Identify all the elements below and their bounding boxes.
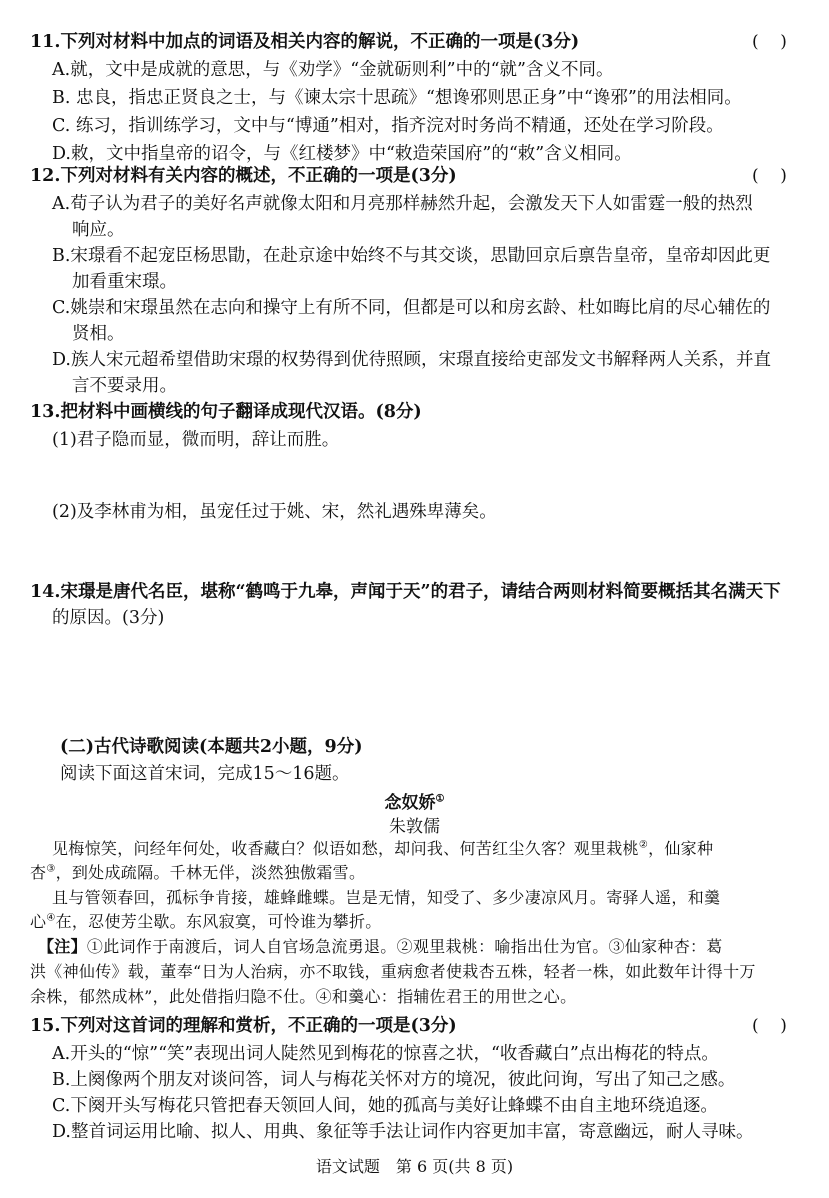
section-heading: (二)古代诗歌阅读(本题共2小题，9分)	[60, 737, 363, 757]
q12-stem: 12.下列对材料有关内容的概述，不正确的一项是(3分)	[30, 166, 457, 186]
q15-option-a: A.开头的“惊”“笑”表现出词人陡然见到梅花的惊喜之状，“收香藏白”点出梅花的特点。	[52, 1044, 719, 1064]
q11-option-a: A.就，文中是成就的意思，与《劝学》“金就砺则利”中的“就”含义不同。	[52, 60, 614, 80]
q14-stem-line2: 的原因。(3分)	[52, 608, 165, 628]
q12-answer-bracket[interactable]: ( )	[752, 166, 787, 186]
q11-answer-bracket[interactable]: ( )	[752, 32, 787, 52]
poem-line-2: 杏③，到处成疏隔。千林无伴，淡然独傲霜雪。	[30, 863, 366, 882]
poem-author: 朱敦儒	[389, 817, 440, 837]
page-footer: 语文试题 第 6 页(共 8 页)	[315, 1157, 514, 1176]
q11-option-d: D.敕，文中指皇帝的诏令，与《红楼梦》中“敕造荣国府”的“敕”含义相同。	[52, 144, 632, 164]
section-instruction: 阅读下面这首宋词，完成15～16题。	[60, 764, 350, 784]
annotation-line-1: 【注】①此词作于南渡后，词人自官场急流勇退。②观里栽桃：喻指出仕为官。③仙家种杏：葛	[38, 937, 723, 956]
q15-option-c: C.下阕开头写梅花只管把春天领回人间，她的孤高与美好让蜂蝶不由自主地环绕追逐。	[52, 1096, 718, 1116]
annotation-line-2: 洪《神仙传》载，董奉“日为人治病，亦不取钱，重病愈者使栽杏五株，轻者一株，如此数年计得十万	[30, 962, 756, 981]
q11-option-c: C. 练习，指训练学习，文中与“博通”相对，指齐浣对时务尚不精通，还处在学习阶段。	[52, 116, 724, 136]
q11-stem: 11.下列对材料中加点的词语及相关内容的解说，不正确的一项是(3分)	[30, 32, 580, 52]
q13-sentence-2: (2)及李林甫为相，虽宠任过于姚、宋，然礼遇殊卑薄矣。	[52, 502, 497, 522]
q12-option-c-line1: C.姚崇和宋璟虽然在志向和操守上有所不同，但都是可以和房玄龄、杜如晦比肩的尽心辅佐的	[52, 298, 771, 318]
q12-option-a-line2: 响应。	[72, 220, 125, 240]
q12-option-c-line2: 贤相。	[72, 324, 125, 344]
q15-option-d: D.整首词运用比喻、拟人、用典、象征等手法让词作内容更加丰富，寄意幽远，耐人寻味。	[52, 1122, 754, 1142]
q11-option-b: B. 忠良，指忠正贤良之士，与《谏太宗十思疏》“想谗邪则思正身”中“谗邪”的用法相同。	[52, 88, 742, 108]
poem-line-4: 心④在，忍使芳尘歇。东风寂寞，可怜谁为攀折。	[30, 912, 382, 931]
q12-option-a-line1: A.荀子认为君子的美好名声就像太阳和月亮那样赫然升起，会激发天下人如雷霆一般的热烈	[52, 194, 753, 214]
q15-answer-bracket[interactable]: ( )	[752, 1016, 787, 1036]
poem-title: 念奴娇①	[384, 793, 445, 813]
q12-option-d-line2: 言不要录用。	[72, 376, 177, 396]
q12-option-b-line1: B.宋璟看不起宠臣杨思勖，在赴京途中始终不与其交谈，思勖回京后禀告皇帝，皇帝却因此更	[52, 246, 771, 266]
q12-option-b-line2: 加看重宋璟。	[72, 272, 177, 292]
poem-line-1: 见梅惊笑，问经年何处，收香藏白？似语如愁，却问我、何苦红尘久客？观里栽桃②，仙家种	[52, 839, 714, 858]
q15-stem: 15.下列对这首词的理解和赏析，不正确的一项是(3分)	[30, 1016, 457, 1036]
q13-stem: 13.把材料中画横线的句子翻译成现代汉语。(8分)	[30, 402, 422, 422]
annotation-line-3: 余株，郁然成林”，此处借指归隐不仕。④和羹心：指辅佐君王的用世之心。	[30, 987, 577, 1006]
q15-option-b: B.上阕像两个朋友对谈问答，词人与梅花关怀对方的境况，彼此问询，写出了知己之感。	[52, 1070, 736, 1090]
q12-option-d-line1: D.族人宋元超希望借助宋璟的权势得到优待照顾，宋璟直接给吏部发文书解释两人关系，并直	[52, 350, 771, 370]
poem-line-3: 且与管领春回，孤标争肯接，雄蜂雌蝶。岂是无情，知受了、多少凄凉风月。寄驿人遥，和羹	[52, 888, 721, 907]
q14-stem-line1: 14.宋璟是唐代名臣，堪称“鹤鸣于九皋，声闻于天”的君子，请结合两则材料简要概括其名满天下	[30, 582, 781, 602]
q13-sentence-1: (1)君子隐而显，微而明，辞让而胜。	[52, 430, 340, 450]
